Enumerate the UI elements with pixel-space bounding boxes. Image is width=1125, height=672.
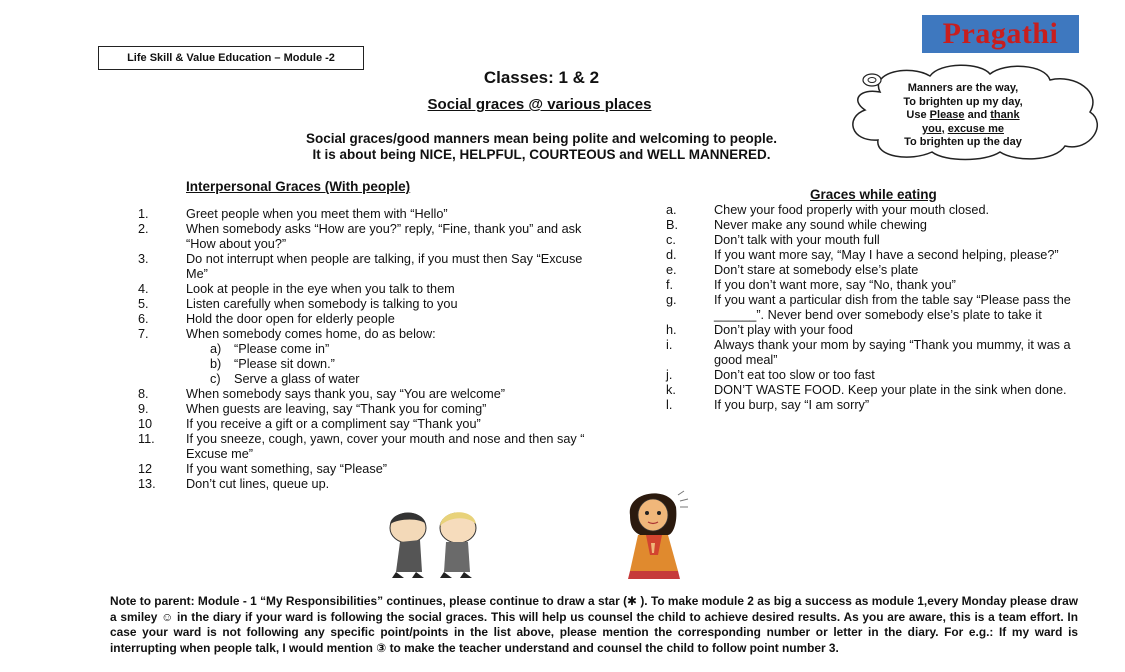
- list-item: k. DON’T WASTE FOOD. Keep your plate in the sink when done.: [666, 383, 1067, 397]
- pragathi-logo: [922, 15, 1079, 53]
- parent-note: Note to parent: Module - 1 “My Responsibilities” continues, please continue to draw a star (✱ ). To make module 2 as big a success as module 1,every Monday please draw a smiley ☺ in the diary if your ward is following the social graces. This will help us counsel the child to achieve desired results. As you are aware, this is a team effort. In case your ward is not following any specific point/points in the list above, please mention the corresponding number or letter in the diary. For e.g.: If my ward is interrupting when people talk, I would mention ③ to make the teacher understand and counsel the child to follow point number 3.: [110, 594, 1078, 655]
- bowing-kids-illustration: [360, 500, 510, 580]
- list-item: 4. Look at people in the eye when you talk to them: [138, 282, 455, 296]
- cloud-line-2: To brighten up my day,: [903, 95, 1023, 108]
- list-item: 2. When somebody asks “How are you?” reply, “Fine, thank you” and ask “How about you?”: [138, 222, 582, 251]
- list-item: 3. Do not interrupt when people are talking, if you must then Say “Excuse Me”: [138, 252, 583, 281]
- list-item: f. If you don’t want more, say “No, thank you”: [666, 278, 956, 292]
- list-item: 8. When somebody says thank you, say “You are welcome”: [138, 387, 505, 401]
- list-item: 13. Don’t cut lines, queue up.: [138, 477, 330, 491]
- list-item: 10 If you receive a gift or a compliment say “Thank you”: [138, 417, 481, 431]
- list-item: 12 If you want something, say “Please”: [138, 462, 387, 476]
- cloud-line-5: To brighten up the day: [904, 136, 1022, 149]
- list-item: c. Don’t talk with your mouth full: [666, 233, 880, 247]
- interpersonal-list: [138, 207, 598, 492]
- list-item: 6. Hold the door open for elderly people: [138, 312, 395, 326]
- list-item: a. Chew your food properly with your mouth closed.: [666, 203, 990, 217]
- module-label: Life Skill & Value Education – Module -2: [98, 46, 364, 70]
- list-item: B. Never make any sound while chewing: [666, 218, 927, 232]
- list-item: l. If you burp, say “I am sorry”: [666, 398, 870, 412]
- eating-list: [666, 203, 1081, 413]
- list-item: 1. Greet people when you meet them with “Hello”: [138, 207, 448, 221]
- list-item: e. Don’t stare at somebody else’s plate: [666, 263, 919, 277]
- list-item: h. Don’t play with your food: [666, 323, 853, 337]
- cloud-line-4: you, excuse me: [922, 122, 1004, 135]
- cloud-text: [858, 82, 1068, 150]
- list-item: 5. Listen carefully when somebody is talking to you: [138, 297, 458, 311]
- list-item: j. Don’t eat too slow or too fast: [666, 368, 875, 382]
- logo-text: Pragathi: [942, 17, 1059, 50]
- intro-line-1: Social graces/good manners mean being polite and welcoming to people.: [305, 131, 778, 146]
- sub-item: a) “Please come in”: [210, 342, 330, 356]
- interpersonal-heading: Interpersonal Graces (With people): [186, 179, 411, 194]
- intro-line-2: It is about being NICE, HELPFUL, COURTEOUS and WELL MANNERED.: [312, 147, 771, 162]
- list-item: 11. If you sneeze, cough, yawn, cover your mouth and nose and then say “ Excuse me”: [138, 432, 585, 461]
- list-item: d. If you want more say, “May I have a second helping, please?”: [666, 248, 1059, 262]
- list-item: g. If you want a particular dish from the table say “Please pass the ______”. Never bend over somebody else’s plate to take it: [666, 293, 1071, 322]
- cloud-line-3: Use Please and thank: [906, 109, 1020, 122]
- list-item: 9. When guests are leaving, say “Thank you for coming”: [138, 402, 487, 416]
- list-item: 7. When somebody comes home, do as below:: [138, 327, 436, 341]
- list-item: i. Always thank your mom by saying “Thank you mummy, it was a good meal”: [666, 338, 1071, 367]
- eating-heading: Graces while eating: [810, 187, 937, 202]
- namaste-girl-illustration: [618, 485, 694, 581]
- sub-item: b) “Please sit down.”: [210, 357, 335, 371]
- classes-heading: Classes: 1 & 2: [483, 68, 600, 87]
- sub-item: c) Serve a glass of water: [210, 372, 360, 386]
- page-title: Social graces @ various places: [427, 96, 652, 113]
- cloud-line-1: Manners are the way,: [907, 82, 1019, 94]
